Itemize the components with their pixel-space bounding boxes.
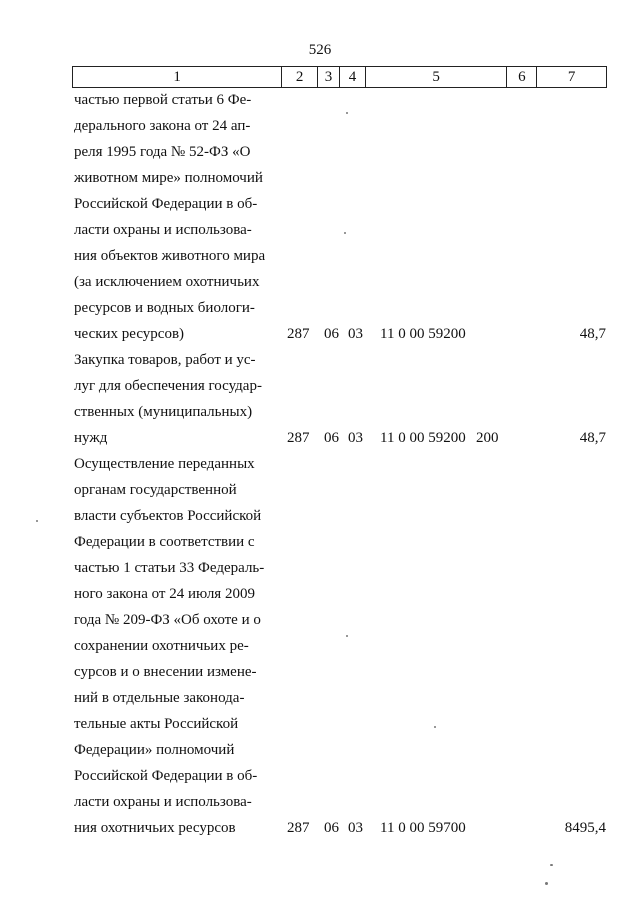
table-header-row <box>72 66 607 88</box>
column-header-4: 4 <box>340 67 366 87</box>
row-amount: 48,7 <box>579 430 606 446</box>
scan-speck <box>550 864 553 866</box>
column-header-1: 1 <box>73 67 282 87</box>
row-amount: 48,7 <box>579 326 606 342</box>
row-target: 11 0 00 59200 <box>380 430 466 446</box>
column-header-6: 6 <box>507 67 537 87</box>
page-number: 526 <box>308 42 332 58</box>
row-amount: 8495,4 <box>564 820 606 836</box>
row-target: 11 0 00 59700 <box>380 820 466 836</box>
column-header-3: 3 <box>318 67 340 87</box>
row-code: 287 <box>287 820 310 836</box>
row-description: частью первой статьи 6 Фе- дерального закона от 24 ап- реля 1995 года № 52-ФЗ «О животном мире» полномочий Российской Федерации в об- ласти охраны и использова- ния объектов животного мира (за исключением охотничьих ресурсов и водных биологи- ческих ресурсов) <box>74 92 266 342</box>
row-description: Осуществление переданных органам государственной власти субъектов Российской Федерации в соответствии с частью 1 статьи 33 Федераль- ного закона от 24 июля 2009 года № 209-ФЗ «Об охоте и о сохранении охотничьих ре- сурсов и о внесении измене- ний в отдельные законода- тельные акты Российской Федерации» полномочий Российской Федерации в об- ласти охраны и использова- ния охотничьих ресурсов <box>74 456 265 836</box>
scan-speck <box>346 635 348 637</box>
row-target: 11 0 00 59200 <box>380 326 466 342</box>
row-section: 06 <box>324 820 339 836</box>
scan-speck <box>36 520 38 522</box>
row-subsection: 03 <box>348 430 363 446</box>
row-expense-type: 200 <box>476 430 499 446</box>
scan-speck <box>344 232 346 234</box>
row-section: 06 <box>324 326 339 342</box>
scan-speck <box>346 112 348 114</box>
row-section: 06 <box>324 430 339 446</box>
row-description: Закупка товаров, работ и ус- луг для обеспечения государ- ственных (муниципальных) нужд <box>74 352 262 446</box>
column-header-7: 7 <box>567 68 576 85</box>
column-header-2: 2 <box>282 67 318 87</box>
column-header-5: 5 <box>366 67 507 87</box>
row-code: 287 <box>287 326 310 342</box>
row-code: 287 <box>287 430 310 446</box>
row-subsection: 03 <box>348 820 363 836</box>
scan-speck <box>545 882 548 885</box>
row-subsection: 03 <box>348 326 363 342</box>
scan-speck <box>434 726 436 728</box>
